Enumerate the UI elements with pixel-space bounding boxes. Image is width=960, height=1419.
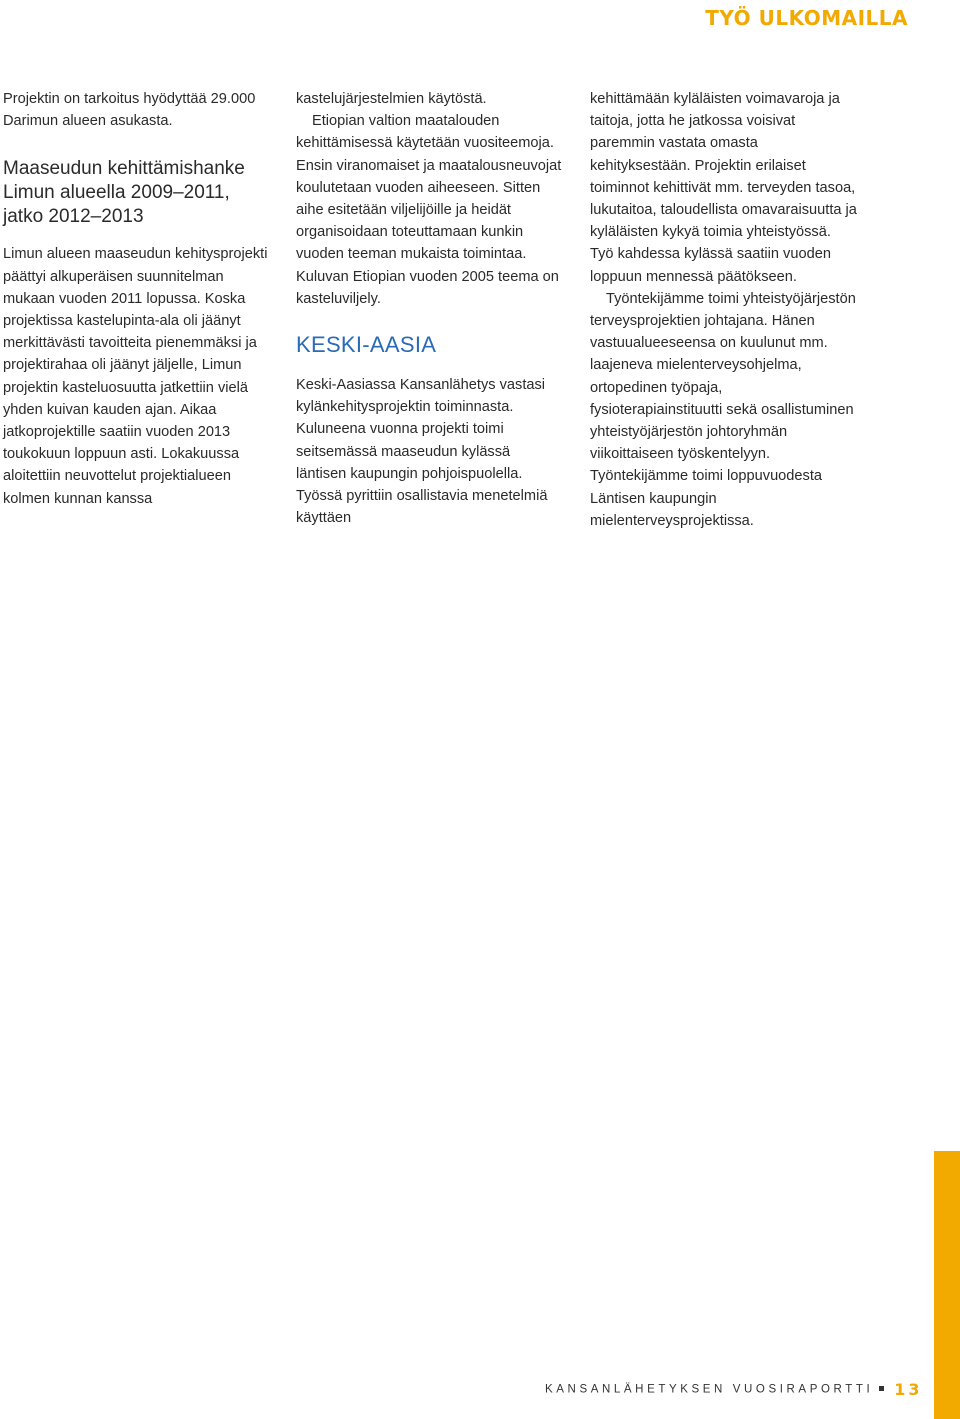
page-number: 13 [894, 1380, 923, 1399]
accent-bar [934, 1151, 960, 1419]
separator-dot [879, 1386, 884, 1391]
continued-paragraph: kehittämään kyläläisten voimavaroja ja taitoja, jotta he jatkossa voisivat paremmin vastata omasta kehityksestään. Projektin erilaiset toiminnot kehittivät mm. terveyden tasoa, lukutaitoa, taloudellista omavaraisuutta ja kyläläisten kykyä toimia yhteistyössä. Työ kahdessa kylässä saatiin vuoden loppuun mennessä päätökseen. [590, 91, 857, 285]
body-paragraph: Työntekijämme toimi yhteistyöjärjestön terveysprojektien johtajana. Hänen vastuualueeseensa on kuulunut mm. laajeneva mielenterveysohjelma, ortopedinen työpaja, fysioterapiainstituutti sekä osallistuminen yhteistyöjärjestön johtoryhmän viikoittaiseen työskentelyyn. Työntekijämme toimi loppuvuodesta Läntisen kaupungin mielenterveysprojektissa. [590, 290, 856, 529]
body-paragraph: Etiopian valtion maatalouden kehittämisessä käytetään vuositeemoja. Ensin viranomaiset ja maatalousneuvojat koulutetaan vuoden aiheeseen. Sitten aihe esitetään viljelijöille ja heidät organisoidaan toteuttamaan kunkin vuoden teeman mukaista toimintaa. Kuluvan Etiopian vuoden 2005 teema on kasteluviljely. [296, 113, 562, 307]
body-paragraph: Limun alueen maaseudun kehitysprojekti päättyi alkuperäisen suunnitelman mukaan vuoden 2011 lopussa. Koska projektissa kastelupinta-ala oli jäänyt merkittävästi tavoitteita pienemmäksi ja projektirahaa oli jäänyt jäljelle, Limun projektin kasteluosuutta jatkettiin vielä yhden kuivan kauden ajan. Aikaa jatkoprojektille saatiin vuoden 2013 toukokuun loppuun asti. Lokakuussa aloitettiin neuvottelut projektialueen kolmen kunnan kanssa [3, 246, 268, 507]
text-column-1 [3, 88, 271, 510]
publication-title: KANSANLÄHETYKSEN VUOSIRAPORTTI [545, 1383, 874, 1396]
continued-paragraph: kastelujärjestelmien käytöstä. [296, 91, 487, 107]
section-heading-keski-aasia: KESKI-AASIA [296, 332, 437, 358]
section-label: TYÖ ULKOMAILLA [705, 6, 908, 30]
page-footer [545, 1380, 923, 1399]
intro-paragraph: Projektin on tarkoitus hyödyttää 29.000 Darimun alueen asukasta. [3, 91, 256, 130]
article-heading-limu: Maaseudun kehittämishanke Limun alueella 2009–2011, jatko 2012–2013 [3, 158, 245, 228]
text-column-3 [590, 88, 858, 532]
body-paragraph: Keski-Aasiassa Kansanlähetys vastasi kylänkehitysprojektin toiminnasta. Kuluneena vuonna projekti toimi seitsemässä maaseudun kylässä läntisen kaupungin pohjoispuolella. Työssä pyrittiin osallistavia menetelmiä käyttäen [296, 377, 548, 527]
text-column-2 [296, 88, 564, 529]
